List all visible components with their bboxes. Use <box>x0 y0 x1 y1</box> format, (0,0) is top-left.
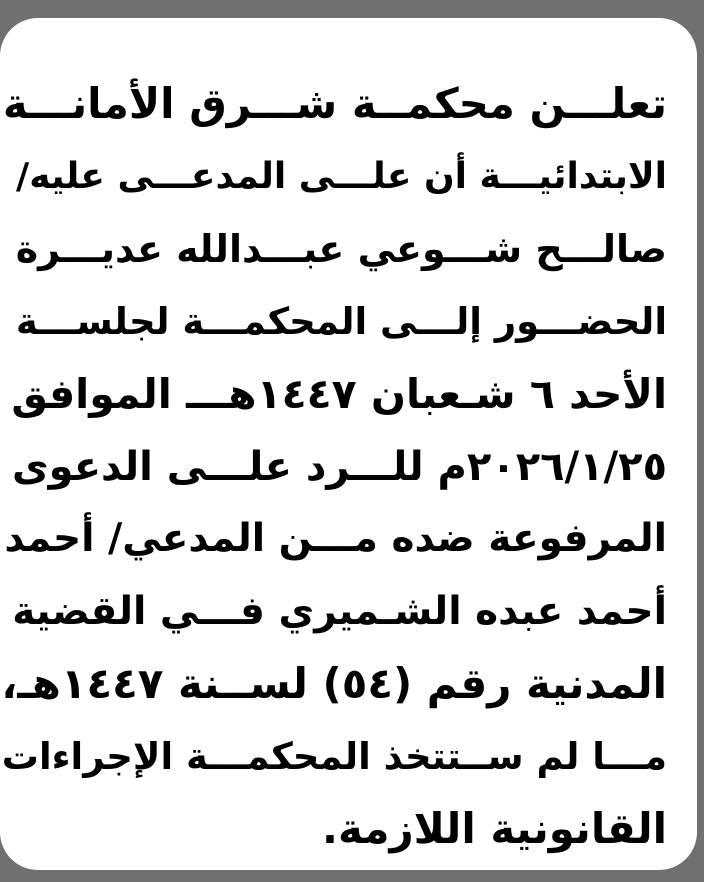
notice-line: صالـــح شـــوعي عبـــدالله عديـــرة <box>15 227 667 271</box>
notice-card <box>0 18 697 870</box>
notice-line: الحضـــور إلـــى المحكمـــة لجلســـة <box>15 299 667 343</box>
notice-line: الابتدائيـــة أن علـــى المدعـــى عليه/ <box>16 155 667 197</box>
notice-line: تعلـــن محكمــة شـــرق الأمانـــة <box>2 79 667 128</box>
notice-line: ٢٠٢٦/١/٢٥م للـــرد علـــى الدعوى <box>11 443 667 490</box>
court-notice-text <box>0 68 697 866</box>
notice-line: المدنية رقم (٥٤) لســنة ١٤٤٧هـ، <box>1 659 667 708</box>
notice-line: المرفوعة ضده مـــن المدعي/ أحمد <box>4 516 667 561</box>
notice-line: أحمد عبده الشـميري فـــي القضية <box>12 588 667 634</box>
notice-line: الأحد ٦ شـعبان ١٤٤٧هـــ الموافق <box>11 370 667 418</box>
notice-line: مـــا لم ســتتخذ المحكمـــة الإجراءات <box>1 734 667 778</box>
notice-line: القانونية اللازمة. <box>322 804 667 853</box>
